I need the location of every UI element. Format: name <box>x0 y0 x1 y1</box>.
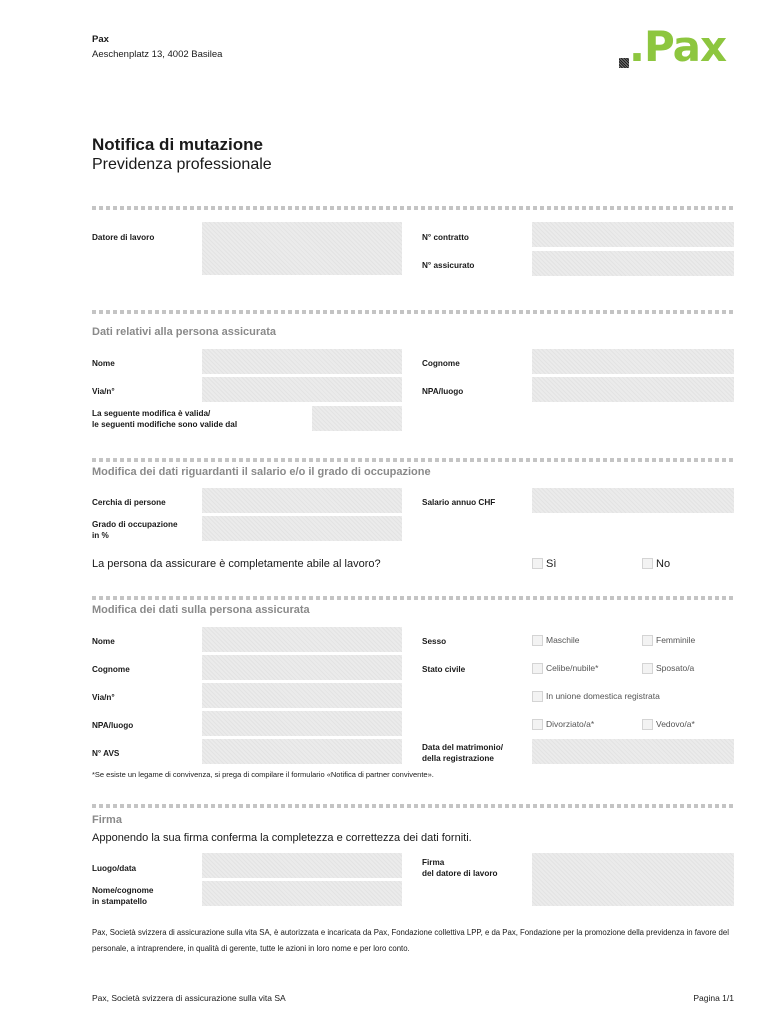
marriage-date-label: Data del matrimonio/ della registrazione <box>422 743 503 763</box>
marriage-date-field[interactable] <box>532 739 734 764</box>
signature-declaration: Apponendo la sua firma conferma la completezza e correttezza dei dati forniti. <box>92 832 472 844</box>
employer-signature-label: Firma del datore di lavoro <box>422 858 498 878</box>
employer-label: Datore di lavoro <box>92 233 155 242</box>
insured-section-heading: Dati relativi alla persona assicurata <box>92 326 277 338</box>
work-ability-question: La persona da assicurare è completamente abile al lavoro? <box>92 558 381 570</box>
pax-logo <box>615 22 740 72</box>
page-subtitle: Previdenza professionale <box>92 156 272 173</box>
sex-label: Sesso <box>422 637 447 646</box>
divider <box>92 310 734 314</box>
company-name: Pax <box>92 34 109 45</box>
zip-city-label: NPA/luogo <box>422 387 464 396</box>
name-print-label: Nome/cognome in stampatello <box>92 886 154 906</box>
valid-from-label: La seguente modifica è valida/ le seguenti modifiche sono valide dal <box>92 409 238 429</box>
divorced-label: Divorziato/a* <box>546 719 595 729</box>
salary-field[interactable] <box>532 488 734 513</box>
zip-city-field[interactable] <box>532 377 734 402</box>
single-checkbox[interactable] <box>532 663 543 674</box>
employer-signature-field[interactable] <box>532 853 734 906</box>
cohabitation-note: *Se esiste un legame di convivenza, si prega di compilare il formulario «Notifica di partner convivente». <box>92 770 434 779</box>
male-checkbox[interactable] <box>532 635 543 646</box>
avs-label: N° AVS <box>92 749 120 758</box>
salary-label: Salario annuo CHF <box>422 498 496 507</box>
name-field[interactable] <box>202 349 402 374</box>
signature-section-heading: Firma <box>92 814 122 826</box>
divider <box>92 596 734 600</box>
no-checkbox[interactable] <box>642 558 653 569</box>
change-zip-city-label: NPA/luogo <box>92 721 134 730</box>
person-group-label: Cerchia di persone <box>92 498 166 507</box>
divorced-checkbox[interactable] <box>532 719 543 730</box>
logo-square-icon <box>619 58 629 68</box>
male-label: Maschile <box>546 635 580 645</box>
change-street-label: Via/n° <box>92 693 115 702</box>
divider <box>92 804 734 808</box>
place-date-field[interactable] <box>202 853 402 878</box>
page-title: Notifica di mutazione <box>92 135 263 154</box>
person-group-field[interactable] <box>202 488 402 513</box>
company-address <box>92 32 222 62</box>
change-surname-field[interactable] <box>202 655 402 680</box>
name-label: Nome <box>92 359 115 368</box>
surname-field[interactable] <box>532 349 734 374</box>
married-label: Sposato/a <box>656 663 695 673</box>
change-street-field[interactable] <box>202 683 402 708</box>
salary-section-heading: Modifica dei dati riguardanti il salario e/o il grado di occupazione <box>92 466 431 478</box>
logo-text: .Pax <box>629 22 727 71</box>
no-label: No <box>656 558 671 570</box>
insured-number-label: N° assicurato <box>422 261 475 270</box>
company-street: Aeschenplatz 13, 4002 Basilea <box>92 49 223 60</box>
valid-from-field[interactable] <box>312 406 402 431</box>
disclaimer-paragraph: Pax, Società svizzera di assicurazione sulla vita SA, è autorizzata e incaricata da Pax, Fondazione collettiva LPP, e da Pax, Fondazione per la promozione della previdenza in favore del personale, a intraprendere, in qualità di gerente, tutte le azioni in loro nome e per loro conto. <box>92 928 729 953</box>
change-name-label: Nome <box>92 637 115 646</box>
widowed-label: Vedovo/a* <box>656 719 695 729</box>
single-label: Celibe/nubile* <box>546 663 599 673</box>
partnership-checkbox[interactable] <box>532 691 543 702</box>
employer-field[interactable] <box>202 222 402 275</box>
change-zip-city-field[interactable] <box>202 711 402 736</box>
yes-label: Sì <box>546 558 557 570</box>
change-name-field[interactable] <box>202 627 402 652</box>
divider <box>92 458 734 462</box>
person-changes-section-heading: Modifica dei dati sulla persona assicurata <box>92 604 310 616</box>
female-checkbox[interactable] <box>642 635 653 646</box>
yes-checkbox[interactable] <box>532 558 543 569</box>
civil-status-label: Stato civile <box>422 665 466 674</box>
insured-number-field[interactable] <box>532 251 734 276</box>
occupation-label: Grado di occupazione in % <box>92 520 178 540</box>
surname-label: Cognome <box>422 359 460 368</box>
contract-field[interactable] <box>532 222 734 247</box>
occupation-field[interactable] <box>202 516 402 541</box>
avs-field[interactable] <box>202 739 402 764</box>
street-label: Via/n° <box>92 387 115 396</box>
partnership-label: In unione domestica registrata <box>546 691 660 701</box>
contract-label: N° contratto <box>422 233 469 242</box>
page-number: Pagina 1/1 <box>693 993 734 1003</box>
female-label: Femminile <box>656 635 696 645</box>
place-date-label: Luogo/data <box>92 864 137 873</box>
married-checkbox[interactable] <box>642 663 653 674</box>
widowed-checkbox[interactable] <box>642 719 653 730</box>
divider <box>92 206 734 210</box>
change-surname-label: Cognome <box>92 665 130 674</box>
name-print-field[interactable] <box>202 881 402 906</box>
footer-company: Pax, Società svizzera di assicurazione sulla vita SA <box>92 993 286 1003</box>
street-field[interactable] <box>202 377 402 402</box>
